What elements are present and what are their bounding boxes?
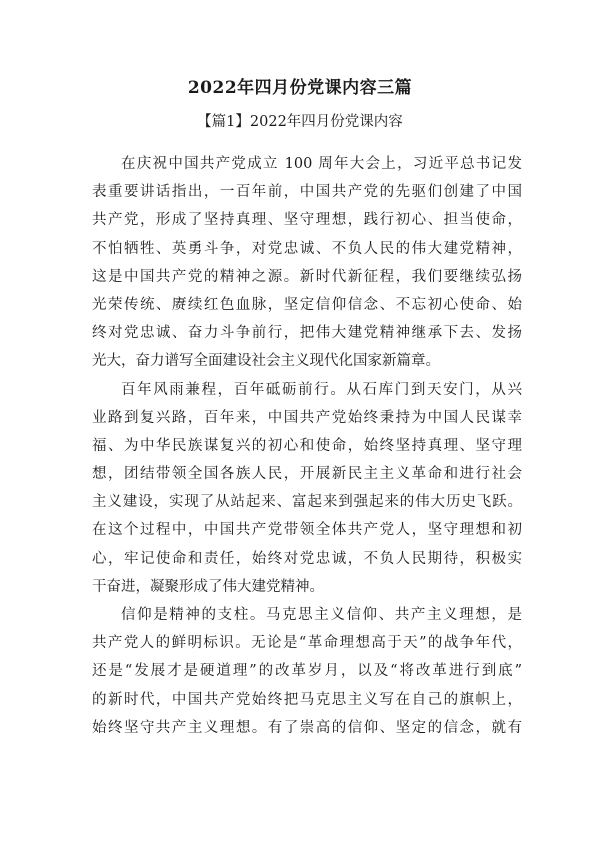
paragraph-line: 的新时代，中国共产党始终把马克思主义写在自己的旗帜上，	[92, 691, 522, 708]
paragraph-line: 福、为中华民族谋复兴的初心和使命，始终坚持真理、坚守理	[92, 437, 522, 454]
paragraph-line: 信仰是精神的支柱。马克思主义信仰、共产主义理想，是	[121, 607, 522, 623]
paragraph-line: 始终坚守共产主义理想。有了崇高的信仰、坚定的信念，就有	[92, 719, 522, 736]
document-title: 2022年四月份党课内容三篇	[187, 78, 413, 98]
paragraph-line: 干奋进，凝聚形成了伟大建党精神。	[92, 578, 324, 595]
paragraph-line: 心，牢记使命和责任，始终对党忠诚，不负人民期待，积极实	[92, 550, 522, 567]
paragraph-line: 业路到复兴路，百年来，中国共产党始终秉持为中国人民谋幸	[92, 409, 522, 426]
paragraph-line: 百年风雨兼程，百年砥砺前行。从石库门到天安门，从兴	[121, 381, 522, 398]
document-body	[92, 150, 522, 742]
paragraph-line: 在这个过程中，中国共产党带领全体共产党人，坚守理想和初	[92, 522, 522, 539]
paragraph-line: 这是中国共产党的精神之源。新时代新征程，我们要继续弘扬	[92, 268, 522, 285]
paragraph-line: 表重要讲话指出，一百年前，中国共产党的先驱们创建了中国	[92, 184, 522, 201]
paragraph-line: 光大，奋力谱写全面建设社会主义现代化国家新篇章。	[92, 353, 440, 370]
paragraph-line: 不怕牺牲、英勇斗争，对党忠诚、不负人民的伟大建党精神，	[92, 240, 522, 257]
paragraph-line: 终对党忠诚、奋力斗争前行，把伟大建党精神继承下去、发扬	[92, 325, 522, 342]
paragraph-line: 想，团结带领全国各族人民，开展新民主主义革命和进行社会	[92, 466, 522, 483]
paragraph-line: 主义建设，实现了从站起来、富起来到强起来的伟大历史飞跃。	[92, 494, 522, 511]
paragraph-line: 共产党人的鲜明标识。无论是“革命理想高于天”的战争年代，	[92, 635, 522, 652]
paragraph-line: 共产党，形成了坚持真理、坚守理想，践行初心、担当使命，	[92, 212, 522, 229]
paragraph-line: 还是“发展才是硬道理”的改革岁月，以及“将改革进行到底”	[92, 663, 522, 680]
section-heading: 【篇1】2022年四月份党课内容	[197, 114, 403, 130]
paragraph-line: 在庆祝中国共产党成立 100 周年大会上，习近平总书记发	[121, 156, 522, 172]
paragraph-line: 光荣传统、赓续红色血脉，坚定信仰信念、不忘初心使命、始	[92, 296, 522, 313]
